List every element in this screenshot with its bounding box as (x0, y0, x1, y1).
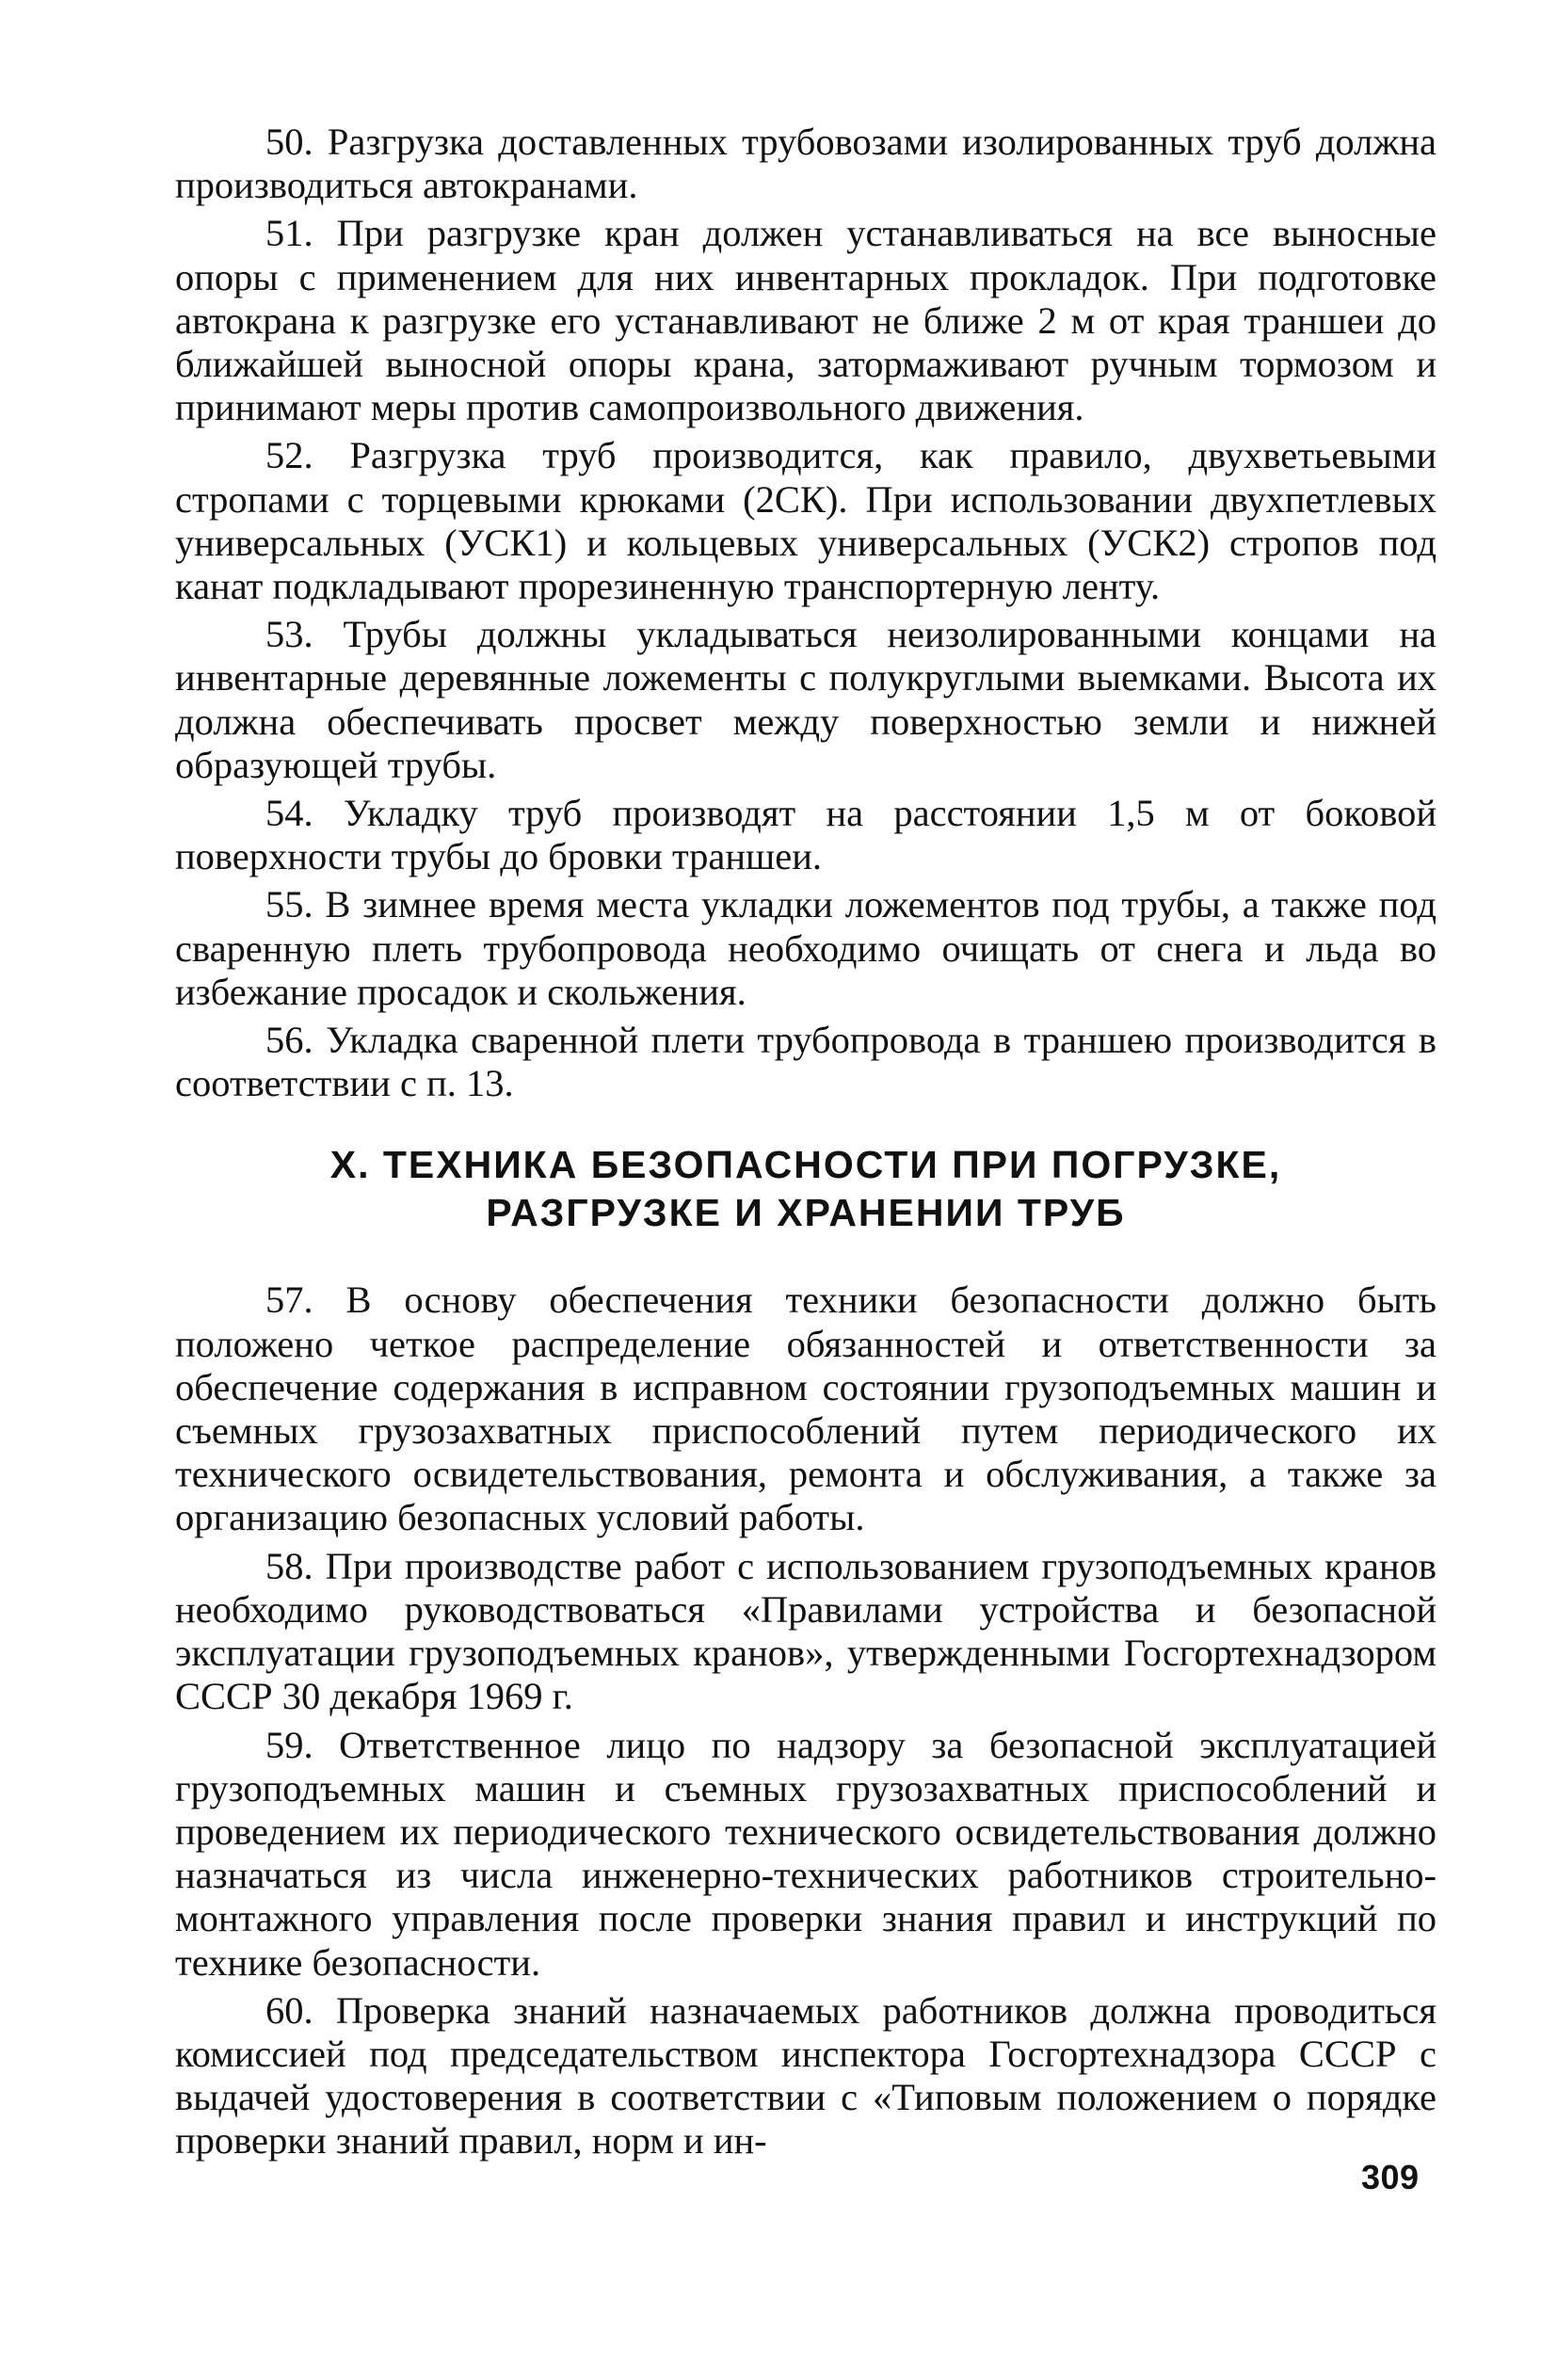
paragraph-54: 54. Укладку труб производят на расстоянии 1,5 м от боковой поверхности трубы до бровки траншеи. (175, 792, 1437, 878)
section-heading-line-1: X. ТЕХНИКА БЕЗОПАСНОСТИ ПРИ ПОГРУЗКЕ, (329, 1143, 1282, 1187)
paragraph-57: 57. В основу обеспечения техники безопасности должно быть положено четкое распределение обязанностей и ответственности за обеспечение содержания в исправном состоянии грузоподъемных машин и съемных грузозахватных приспособлений путем периодического их технического освидетельствования, ремонта и обслуживания, а также за организацию безопасных условий работы. (175, 1278, 1437, 1539)
paragraph-55: 55. В зимнее время места укладки ложементов под трубы, а также под сваренную плеть трубопровода необходимо очищать от снега и льда во избежание просадок и скольжения. (175, 883, 1437, 1013)
section-heading (175, 1141, 1437, 1237)
section-heading-line-2: РАЗГРУЗКЕ И ХРАНЕНИИ ТРУБ (486, 1191, 1126, 1235)
document-page (175, 121, 1437, 2168)
paragraph-53: 53. Трубы должны укладываться неизолированными концами на инвентарные деревянные ложементы с полукруглыми выемками. Высота их должна обеспечивать просвет между поверхностью земли и нижней образующей трубы. (175, 613, 1437, 786)
page-number: 309 (1361, 2158, 1420, 2196)
paragraph-58: 58. При производстве работ с использованием грузоподъемных кранов необходимо руководствоваться «Правилами устройства и безопасной эксплуатации грузоподъемных кранов», утвержденными Госгортехнадзором СССР 30 декабря 1969 г. (175, 1544, 1437, 1718)
paragraph-52: 52. Разгрузка труб производится, как правило, двухветьевыми стропами с торцевыми крюками (2СК). При использовании двухпетлевых универсальных (УСК1) и кольцевых универсальных (УСК2) стропов под канат подкладывают прорезиненную транспортерную ленту. (175, 434, 1437, 608)
paragraph-59: 59. Ответственное лицо по надзору за безопасной эксплуатацией грузоподъемных машин и съемных грузозахватных приспособлений и проведением их периодического технического освидетельствования должно назначаться из числа инженерно-технических работников строительно-монтажного управления после проверки знания правил и инструкций по технике безопасности. (175, 1723, 1437, 1984)
paragraph-50: 50. Разгрузка доставленных трубовозами изолированных труб должна производиться автокранами. (175, 121, 1437, 207)
paragraph-60: 60. Проверка знаний назначаемых работников должна проводиться комиссией под председательством инспектора Госгортехнадзора СССР с выдачей удостоверения в соответствии с «Типовым положением о порядке проверки знаний правил, норм и ин- (175, 1988, 1437, 2163)
paragraph-56: 56. Укладка сваренной плети трубопровода в траншею производится в соответствии с п. 13. (175, 1019, 1437, 1105)
paragraph-51: 51. При разгрузке кран должен устанавливаться на все выносные опоры с применением для них инвентарных прокладок. При подготовке автокрана к разгрузке его устанавливают не ближе 2 м от края траншеи до ближайшей выносной опоры крана, затормаживают ручным тормозом и принимают меры против самопроизвольного движения. (175, 212, 1437, 429)
